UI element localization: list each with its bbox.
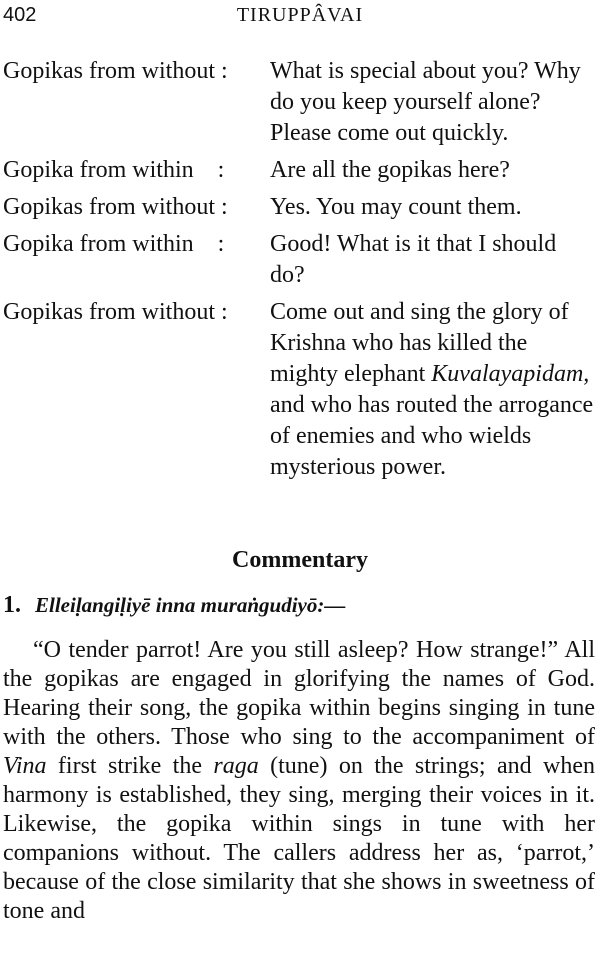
page-number: 402 (3, 4, 37, 26)
commentary-heading: Commentary (232, 547, 368, 573)
paragraph-text: “O tender parrot! Are you still asleep? How strange!” All the gopikas are engaged in glorifying the names of God. Hearing their song, the gopika within begins singing in tune with the others. Those who sing to the accompaniment of (3, 637, 595, 750)
paragraph-italic: raga (213, 753, 259, 779)
paragraph-text: (tune) on the strings; and when harmony is established, they sing, merging their voices in it. Likewise, the gopika within sings in tune with her companions without. The callers address her as, ‘parrot,’ because of the close similarity that she shows in sweetness of tone and (3, 753, 596, 924)
speech (270, 297, 600, 483)
speech-italic: Kuvalayapidam, (431, 361, 590, 387)
item-number: 1. (3, 592, 21, 618)
paragraph-italic: Vina (3, 753, 47, 779)
speaker: Gopikas from without : (3, 58, 228, 84)
speaker: Gopika from within : (3, 157, 225, 183)
dialogue (0, 56, 600, 489)
dialogue-row (0, 297, 600, 483)
speech: Good! What is it that I should do? (270, 231, 557, 288)
commentary-paragraph (3, 636, 595, 926)
dialogue-row (0, 192, 600, 223)
speaker: Gopikas from without : (3, 299, 228, 325)
speech-text: Come out and sing the glory of Krishna who has killed the mighty elephant (270, 299, 569, 387)
speech: Are all the gopikas here? (270, 157, 510, 183)
speech-text: and who has routed the arrogance of enemies and who wields mysterious power. (270, 392, 594, 480)
dialogue-row (0, 56, 600, 149)
item-title: Elleiḷangiḷiyē inna muraṅgudiyō:— (35, 593, 346, 617)
item-heading (3, 592, 593, 619)
speaker: Gopika from within : (3, 231, 225, 257)
speech: What is special about you? Why do you keep yourself alone? Please come out quickly. (270, 58, 581, 146)
speaker: Gopikas from without : (3, 194, 228, 220)
paragraph-text: first strike the (46, 753, 214, 779)
page-header (0, 2, 600, 36)
dialogue-row (0, 229, 600, 291)
speech: Yes. You may count them. (270, 194, 522, 220)
dialogue-row (0, 155, 600, 186)
running-title: TIRUPPÂVAI (236, 4, 364, 26)
